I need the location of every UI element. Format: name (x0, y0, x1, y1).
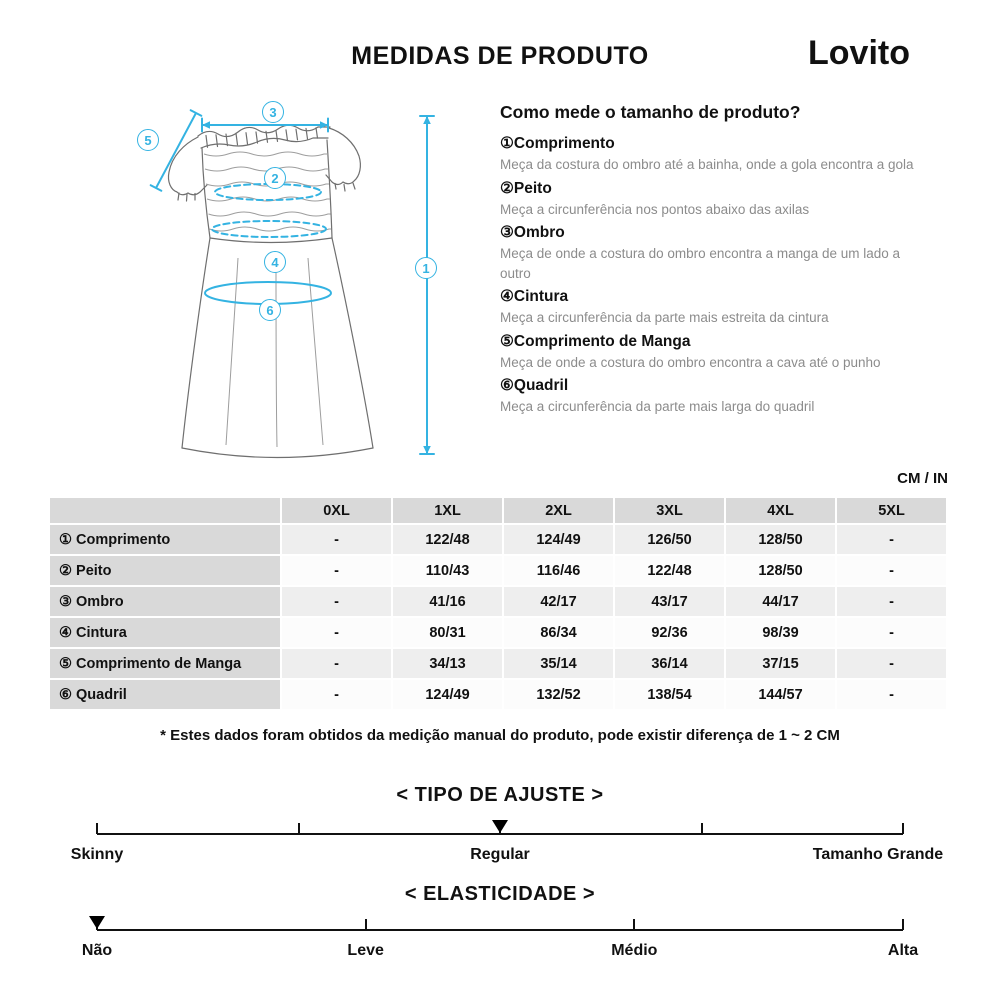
measure-row-label: ③ Ombro (49, 586, 281, 617)
guide-item-desc: Meça a circunferência nos pontos abaixo das axilas (500, 201, 810, 217)
measure-value-cell: 36/14 (614, 648, 725, 679)
scale-tick (633, 919, 635, 930)
measure-value-cell: 116/46 (503, 555, 614, 586)
size-column-header: 3XL (614, 497, 725, 524)
fit-scale (70, 814, 944, 874)
guide-item (500, 375, 924, 417)
arrowhead-right-icon (320, 121, 328, 129)
guide-item-number: ② (500, 179, 514, 197)
guide-item (500, 286, 924, 328)
elasticity-label-alta: Alta (887, 942, 919, 959)
measure-row-label: ⑤ Comprimento de Manga (49, 648, 281, 679)
measure-value-cell: 122/48 (614, 555, 725, 586)
fit-label-tamanho-grande: Tamanho Grande (812, 846, 944, 863)
fit-scale-title: < TIPO DE AJUSTE > (396, 784, 604, 806)
measure-value-cell: 44/17 (725, 586, 836, 617)
measure-ellipse-waist (212, 221, 326, 237)
size-column-header: 5XL (836, 497, 947, 524)
measure-value-cell: - (836, 617, 947, 648)
measurement-annotations (151, 110, 434, 454)
elasticity-scale-title: < ELASTICIDADE > (404, 883, 596, 905)
measure-value-cell: 80/31 (392, 617, 503, 648)
guide-item-name: Comprimento de Manga (513, 332, 691, 350)
guide-item (500, 178, 924, 220)
size-table-head-row (49, 497, 947, 524)
measure-value-cell: 128/50 (725, 555, 836, 586)
scale-tick (96, 823, 98, 834)
measure-value-cell: 35/14 (503, 648, 614, 679)
measure-value-cell: - (836, 555, 947, 586)
measure-line-sleeve (151, 110, 202, 191)
guide-item (500, 133, 924, 175)
measure-value-cell: 86/34 (503, 617, 614, 648)
measure-value-cell: - (836, 648, 947, 679)
table-row (49, 586, 947, 617)
scale-tick (902, 919, 904, 930)
elasticity-label-medio: Médio (611, 942, 658, 959)
arrowhead-down-icon (423, 446, 431, 454)
guide-item-label (500, 133, 924, 155)
guide-item-number: ① (500, 135, 514, 152)
page-title: MEDIDAS DE PRODUTO (351, 42, 649, 70)
brand-logo: Lovito (808, 34, 910, 72)
size-table-body (49, 524, 947, 710)
size-column-header: 2XL (503, 497, 614, 524)
measurement-guide (500, 102, 924, 420)
guide-item-name: Quadril (513, 377, 569, 394)
measure-value-cell: 126/50 (614, 524, 725, 555)
guide-item-number: ⑥ (500, 377, 514, 394)
measure-row-label: ④ Cintura (49, 617, 281, 648)
guide-item-label (500, 178, 924, 200)
measure-row-label: ⑥ Quadril (49, 679, 281, 710)
guide-item-desc: Meça de onde a costura do ombro encontra a manga de um lado a outro (500, 246, 901, 281)
measure-value-cell: 138/54 (614, 679, 725, 710)
guide-item-name: Cintura (513, 288, 569, 305)
measure-value-cell: - (281, 555, 392, 586)
guide-item-label (500, 375, 924, 397)
table-row (49, 648, 947, 679)
guide-item-number: ⑤ (500, 332, 514, 350)
fit-position-marker-icon (492, 820, 508, 833)
footnote: * Estes dados foram obtidos da medição manual do produto, pode existir diferença de 1 ~ 2 CM (160, 727, 840, 744)
table-row (49, 524, 947, 555)
arrowhead-up-icon (423, 116, 431, 124)
measure-value-cell: 37/15 (725, 648, 836, 679)
elasticity-position-marker-icon (89, 916, 105, 929)
scale-tick (701, 823, 703, 834)
guide-item-label (500, 331, 924, 353)
measure-value-cell: 128/50 (725, 524, 836, 555)
size-column-header: 0XL (281, 497, 392, 524)
measure-value-cell: - (281, 586, 392, 617)
elasticity-scale (81, 910, 919, 970)
measure-value-cell: - (836, 524, 947, 555)
guide-title: Como mede o tamanho de produto? (500, 102, 801, 122)
table-row (49, 555, 947, 586)
measure-value-cell: 34/13 (392, 648, 503, 679)
measure-value-cell: 43/17 (614, 586, 725, 617)
guide-item-desc: Meça de onde a costura do ombro encontra a cava até o punho (500, 354, 881, 370)
measure-value-cell: 98/39 (725, 617, 836, 648)
arrowhead-left-icon (202, 121, 210, 129)
guide-item-desc: Meça da costura do ombro até a bainha, onde a gola encontra a gola (500, 157, 914, 172)
scale-tick (902, 823, 904, 834)
measurement-marker-6: 6 (259, 299, 281, 321)
measure-value-cell: 110/43 (392, 555, 503, 586)
measure-row-label: ① Comprimento (49, 524, 281, 555)
fit-label-regular: Regular (470, 846, 530, 863)
guide-item (500, 222, 924, 283)
measure-value-cell: 144/57 (725, 679, 836, 710)
guide-item-desc: Meça a circunferência da parte mais larga do quadril (500, 399, 815, 414)
measure-value-cell: - (281, 524, 392, 555)
measure-value-cell: 124/49 (392, 679, 503, 710)
unit-label: CM / IN (897, 470, 948, 487)
measure-value-cell: 124/49 (503, 524, 614, 555)
table-row (49, 679, 947, 710)
table-row (49, 617, 947, 648)
guide-item-label (500, 222, 924, 244)
guide-item-name: Peito (513, 179, 552, 197)
measure-value-cell: 132/52 (503, 679, 614, 710)
measure-value-cell: - (836, 679, 947, 710)
guide-item-desc: Meça a circunferência da parte mais estreita da cintura (500, 310, 829, 325)
guide-item-name: Ombro (513, 224, 565, 241)
measure-value-cell: 41/16 (392, 586, 503, 617)
guide-item-number: ③ (500, 224, 514, 241)
scale-tick (365, 919, 367, 930)
guide-item-number: ④ (500, 288, 514, 305)
elasticity-label-leve: Leve (347, 942, 384, 959)
size-column-header: 4XL (725, 497, 836, 524)
measurement-marker-4: 4 (264, 251, 286, 273)
guide-item-name: Comprimento (513, 135, 615, 152)
scale-line (97, 929, 903, 931)
guide-item-label (500, 286, 924, 308)
measure-value-cell: - (281, 617, 392, 648)
measure-value-cell: 42/17 (503, 586, 614, 617)
measurement-marker-1: 1 (415, 257, 437, 279)
dress-diagram (130, 96, 450, 468)
measurement-marker-2: 2 (264, 167, 286, 189)
measure-line-length (420, 116, 434, 454)
measure-value-cell: - (836, 586, 947, 617)
measure-value-cell: - (281, 679, 392, 710)
size-column-header: 1XL (392, 497, 503, 524)
measure-value-cell: - (281, 648, 392, 679)
elasticity-label-nao: Não (81, 942, 113, 959)
corner-cell (49, 497, 281, 524)
guide-item (500, 331, 924, 373)
measurement-marker-5: 5 (137, 129, 159, 151)
size-table (48, 496, 948, 711)
scale-tick (298, 823, 300, 834)
measure-value-cell: 92/36 (614, 617, 725, 648)
measure-value-cell: 122/48 (392, 524, 503, 555)
measure-row-label: ② Peito (49, 555, 281, 586)
measurement-marker-3: 3 (262, 101, 284, 123)
fit-label-skinny: Skinny (70, 846, 124, 863)
